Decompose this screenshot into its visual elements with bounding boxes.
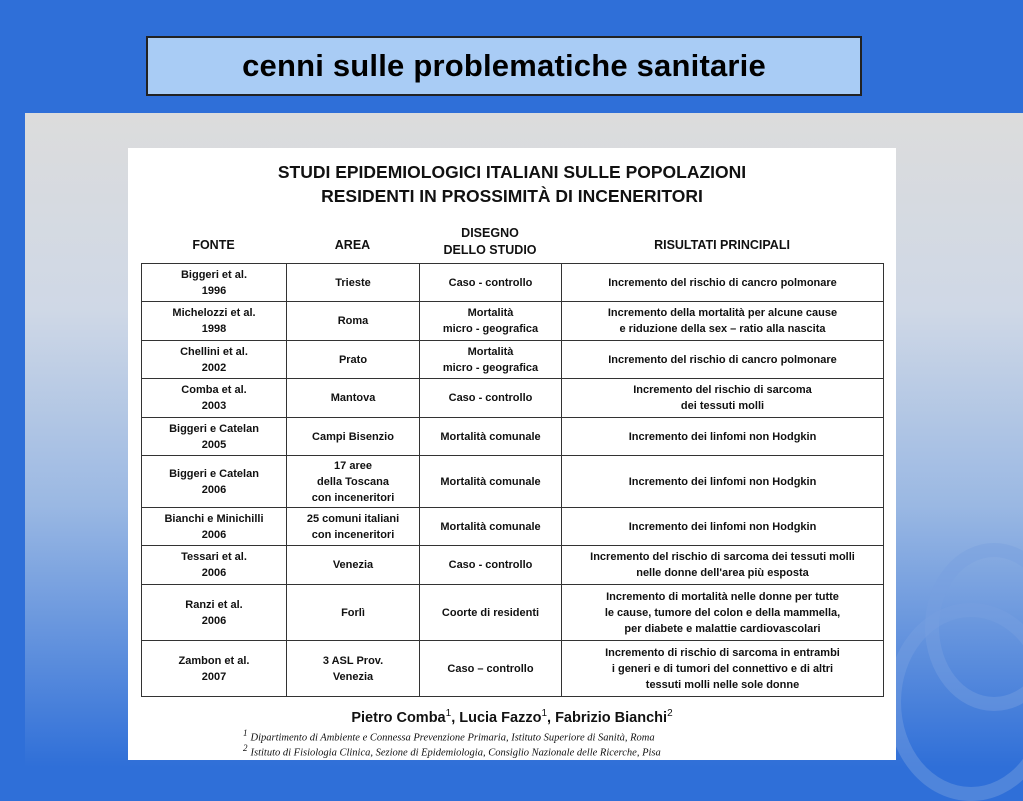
affiliation-2 [243, 743, 883, 759]
cell-disegno: Mortalità comunale [420, 508, 562, 546]
table-row [142, 456, 884, 508]
cell-disegno: Mortalità micro - geografica [420, 302, 562, 341]
cell-area: 17 aree della Toscana con inceneritori [287, 456, 420, 508]
slide-title-box [146, 36, 862, 96]
cell-risultati: Incremento del rischio di cancro polmonare [562, 264, 884, 302]
cell-fonte: Bianchi e Minichilli 2006 [142, 508, 287, 546]
affiliation-text: Dipartimento di Ambiente e Connessa Prevenzione Primaria, Istituto Superiore di Sanità, Roma [250, 732, 655, 744]
cell-disegno: Caso - controllo [420, 264, 562, 302]
document-title-line-1: STUDI EPIDEMIOLOGICI ITALIANI SULLE POPOLAZIONI [277, 162, 747, 182]
scanned-document [128, 148, 896, 760]
slide-title: cenni sulle problematiche sanitarie [242, 48, 766, 83]
cell-fonte: Tessari et al. 2006 [142, 546, 287, 585]
table-row [142, 546, 884, 585]
cell-area: Campi Bisenzio [287, 418, 420, 456]
cell-risultati: Incremento dei linfomi non Hodgkin [562, 508, 884, 546]
cell-area: Venezia [287, 546, 420, 585]
cell-risultati: Incremento del rischio di sarcoma dei tessuti molli nelle donne dell'area più esposta [562, 546, 884, 585]
affiliation-number: 2 [243, 743, 248, 753]
table-row [142, 418, 884, 456]
cell-risultati: Incremento dei linfomi non Hodgkin [562, 456, 884, 508]
column-header-fonte: FONTE [192, 238, 235, 252]
studies-table [141, 263, 884, 697]
cell-risultati: Incremento di rischio di sarcoma in entrambi i generi e di tumori del connettivo e di altri tessuti molli nelle sole donne [562, 641, 884, 697]
author-affiliation-mark: 1 [541, 708, 547, 719]
table-row [142, 508, 884, 546]
affiliation-number: 1 [243, 728, 248, 738]
author-name: Lucia Fazzo [459, 709, 542, 726]
cell-risultati: Incremento del rischio di cancro polmonare [562, 341, 884, 379]
cell-fonte: Zambon et al. 2007 [142, 641, 287, 697]
cell-fonte: Comba et al. 2003 [142, 379, 287, 418]
cell-risultati: Incremento di mortalità nelle donne per tutte le cause, tumore del colon e della mammella, per diabete e malattie cardiovascolari [562, 585, 884, 641]
cell-fonte: Michelozzi et al. 1998 [142, 302, 287, 341]
affiliation-text: Istituto di Fisiologia Clinica, Sezione di Epidemiologia, Consiglio Nazionale delle Ricerche, Pisa [250, 747, 661, 759]
cell-risultati: Incremento dei linfomi non Hodgkin [562, 418, 884, 456]
cell-area: Forlì [287, 585, 420, 641]
column-header-area: AREA [334, 238, 371, 252]
table-row [142, 341, 884, 379]
cell-disegno: Caso - controllo [420, 379, 562, 418]
cell-disegno: Caso - controllo [420, 546, 562, 585]
document-title-line-2: RESIDENTI IN PROSSIMITÀ DI INCENERITORI [321, 186, 703, 206]
cell-area: Roma [287, 302, 420, 341]
cell-area: 3 ASL Prov. Venezia [287, 641, 420, 697]
author-affiliation-mark: 2 [667, 708, 673, 719]
authors-line: Pietro Comba$^1$, Lucia Fazzo$^1$, Fabrizio Bianchi$^2$ [351, 708, 673, 726]
cell-fonte: Biggeri e Catelan 2006 [142, 456, 287, 508]
cell-fonte: Ranzi et al. 2006 [142, 585, 287, 641]
cell-disegno: Mortalità comunale [420, 418, 562, 456]
cell-fonte: Biggeri e Catelan 2005 [142, 418, 287, 456]
cell-area: Prato [287, 341, 420, 379]
table-row [142, 264, 884, 302]
table-row [142, 379, 884, 418]
cell-fonte: Chellini et al. 2002 [142, 341, 287, 379]
cell-disegno: Mortalità micro - geografica [420, 341, 562, 379]
affiliation-1 [243, 728, 883, 744]
cell-area: Mantova [287, 379, 420, 418]
column-header-disegno: DISEGNO DELLO STUDIO [443, 226, 537, 257]
column-header-risultati: RISULTATI PRINCIPALI [654, 238, 790, 252]
table-row [142, 585, 884, 641]
author-name: Fabrizio Bianchi [555, 709, 668, 726]
author-affiliation-mark: 1 [445, 708, 452, 719]
cell-disegno: Caso – controllo [420, 641, 562, 697]
table-row [142, 302, 884, 341]
author-name: Pietro Comba [351, 709, 446, 726]
cell-fonte: Biggeri et al. 1996 [142, 264, 287, 302]
cell-risultati: Incremento del rischio di sarcoma dei tessuti molli [562, 379, 884, 418]
cell-disegno: Coorte di residenti [420, 585, 562, 641]
cell-area: Trieste [287, 264, 420, 302]
cell-risultati: Incremento della mortalità per alcune cause e riduzione della sex – ratio alla nascita [562, 302, 884, 341]
cell-area: 25 comuni italiani con inceneritori [287, 508, 420, 546]
cell-disegno: Mortalità comunale [420, 456, 562, 508]
table-row [142, 641, 884, 697]
